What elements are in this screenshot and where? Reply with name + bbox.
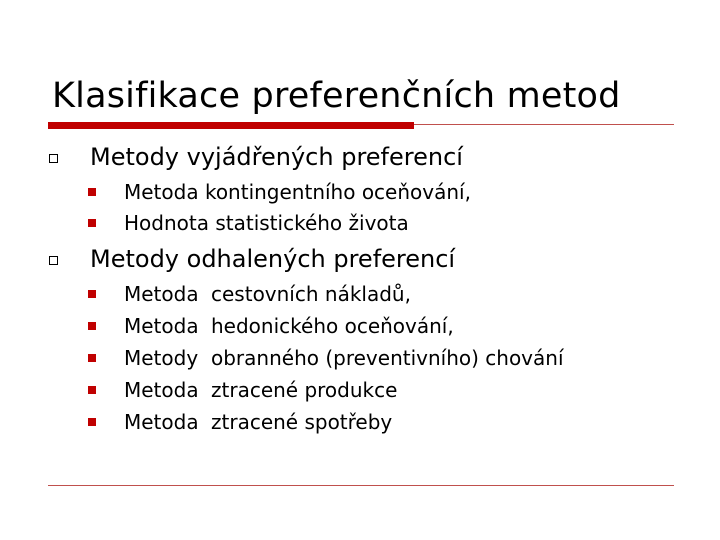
square-bullet-icon	[88, 386, 96, 394]
list-item-text: ztracené produkce	[211, 378, 398, 402]
square-bullet-icon	[88, 188, 96, 196]
list-item-label: Metoda	[124, 378, 199, 402]
footer-divider	[48, 485, 674, 486]
title-underline-accent	[48, 122, 414, 129]
square-bullet-icon	[88, 418, 96, 426]
list-item-text: obranného (preventivního) chování	[211, 346, 564, 370]
list-item-label: Metoda	[124, 282, 199, 306]
slide-title: Klasifikace preferenčních metod	[52, 76, 621, 116]
list-item-text: hedonického oceňování,	[211, 314, 454, 338]
list-item: Metoda kontingentního oceňování,	[124, 180, 471, 204]
list-item: Hodnota statistického života	[124, 211, 409, 235]
square-bullet-icon	[88, 354, 96, 362]
hollow-square-bullet-icon	[49, 154, 58, 163]
list-item-label: Metoda	[124, 314, 199, 338]
list-item-label: Metoda	[124, 410, 199, 434]
square-bullet-icon	[88, 322, 96, 330]
list-item-text: cestovních nákladů,	[211, 282, 411, 306]
square-bullet-icon	[88, 219, 96, 227]
section-heading-stated-preferences: Metody vyjádřených preferencí	[90, 143, 463, 171]
square-bullet-icon	[88, 290, 96, 298]
section-heading-revealed-preferences: Metody odhalených preferencí	[90, 245, 456, 273]
hollow-square-bullet-icon	[49, 256, 58, 265]
list-item-text: ztracené spotřeby	[211, 410, 393, 434]
list-item-label: Metody	[124, 346, 199, 370]
